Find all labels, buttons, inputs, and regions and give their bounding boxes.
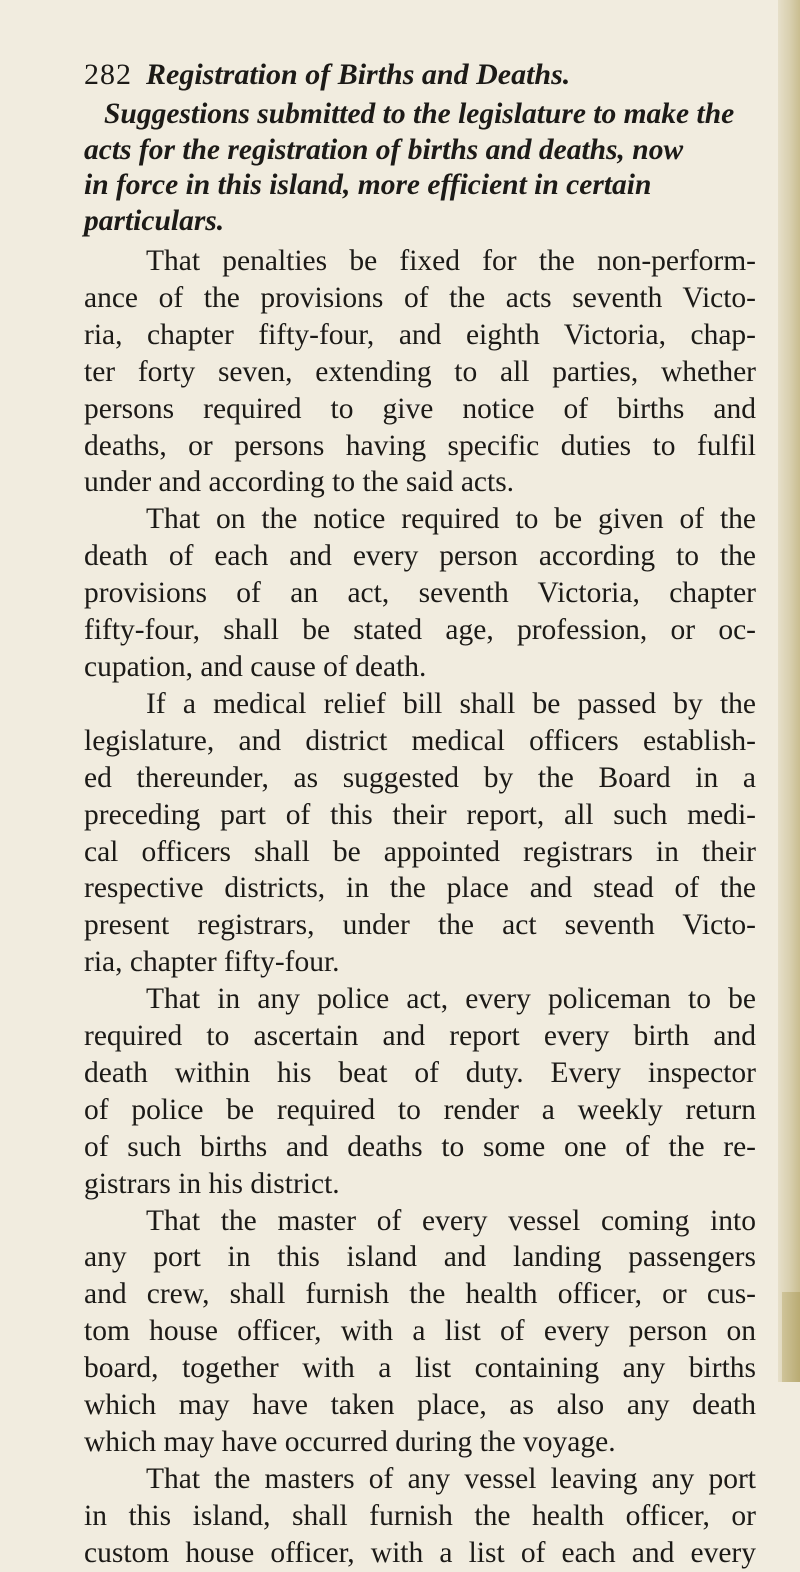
text-line: death of each and every person according to the <box>84 540 756 573</box>
text-line: tom house officer, with a list of every person on <box>84 1315 756 1348</box>
text-line: That in any police act, every policeman to be <box>146 983 756 1016</box>
heading-line: Suggestions submitted to the legislature to make the <box>104 98 735 130</box>
text-line: legislature, and district medical officers establish- <box>84 724 756 757</box>
text-line: under and according to the said acts. <box>84 466 515 499</box>
text-line: of police be required to render a weekly return <box>84 1093 756 1126</box>
text-line: which may have taken place, as also any death <box>84 1389 756 1422</box>
text-line: ria, chapter fifty-four. <box>84 946 340 979</box>
text-line: board, together with a list containing any births <box>84 1352 756 1385</box>
text-line: ance of the provisions of the acts seventh Victo- <box>84 281 756 314</box>
text-line: ria, chapter fifty-four, and eighth Victoria, chap- <box>84 318 756 351</box>
text-line: fifty-four, shall be stated age, profession, or oc- <box>84 614 756 647</box>
text-line: cal officers shall be appointed registrars in their <box>84 835 756 868</box>
body-text <box>84 243 756 1572</box>
text-line: present registrars, under the act seventh Victo- <box>84 909 756 942</box>
text-line: in this island, shall furnish the health officer, or <box>84 1499 756 1532</box>
book-page <box>84 0 756 1569</box>
section-heading <box>84 97 756 239</box>
text-line: cupation, and cause of death. <box>84 650 427 683</box>
text-line: preceding part of this their report, all such medi- <box>84 798 756 831</box>
text-line: provisions of an act, seventh Victoria, chapter <box>84 577 756 610</box>
text-line: That on the notice required to be given of the <box>146 503 756 536</box>
text-line: ed thereunder, as suggested by the Board in a <box>84 761 756 794</box>
heading-line: acts for the registration of births and deaths, now <box>84 133 684 166</box>
running-head <box>84 55 756 95</box>
page-number: 282 <box>84 58 132 91</box>
page-corner-fold <box>782 1292 800 1382</box>
text-line: deaths, or persons having specific duties to fulfil <box>84 429 756 462</box>
text-line: any port in this island and landing passengers <box>84 1241 756 1274</box>
text-line: persons required to give notice of births and <box>84 392 756 425</box>
page-edge-shadow <box>778 0 800 1382</box>
heading-line: in force in this island, more efficient in certain <box>84 169 652 201</box>
running-title: Registration of Births and Deaths. <box>146 58 571 91</box>
text-line: If a medical relief bill shall be passed by the <box>146 687 756 720</box>
text-line: required to ascertain and report every birth and <box>84 1020 756 1053</box>
text-line: That penalties be fixed for the non-perform- <box>146 245 756 277</box>
text-line: of such births and deaths to some one of the re- <box>84 1130 756 1163</box>
text-line: death within his beat of duty. Every inspector <box>84 1056 756 1089</box>
text-line: custom house officer, with a list of each and every <box>84 1536 756 1569</box>
text-line: and crew, shall furnish the health officer, or cus- <box>84 1278 756 1311</box>
text-line: That the master of every vessel coming into <box>146 1204 756 1237</box>
text-line: gistrars in his district. <box>84 1167 340 1200</box>
text-line: That the masters of any vessel leaving any port <box>146 1462 756 1495</box>
text-line: respective districts, in the place and stead of the <box>84 872 756 905</box>
heading-line: particulars. <box>84 204 225 237</box>
text-line: ter forty seven, extending to all parties, whether <box>84 355 756 388</box>
text-line: which may have occurred during the voyage. <box>84 1426 616 1458</box>
